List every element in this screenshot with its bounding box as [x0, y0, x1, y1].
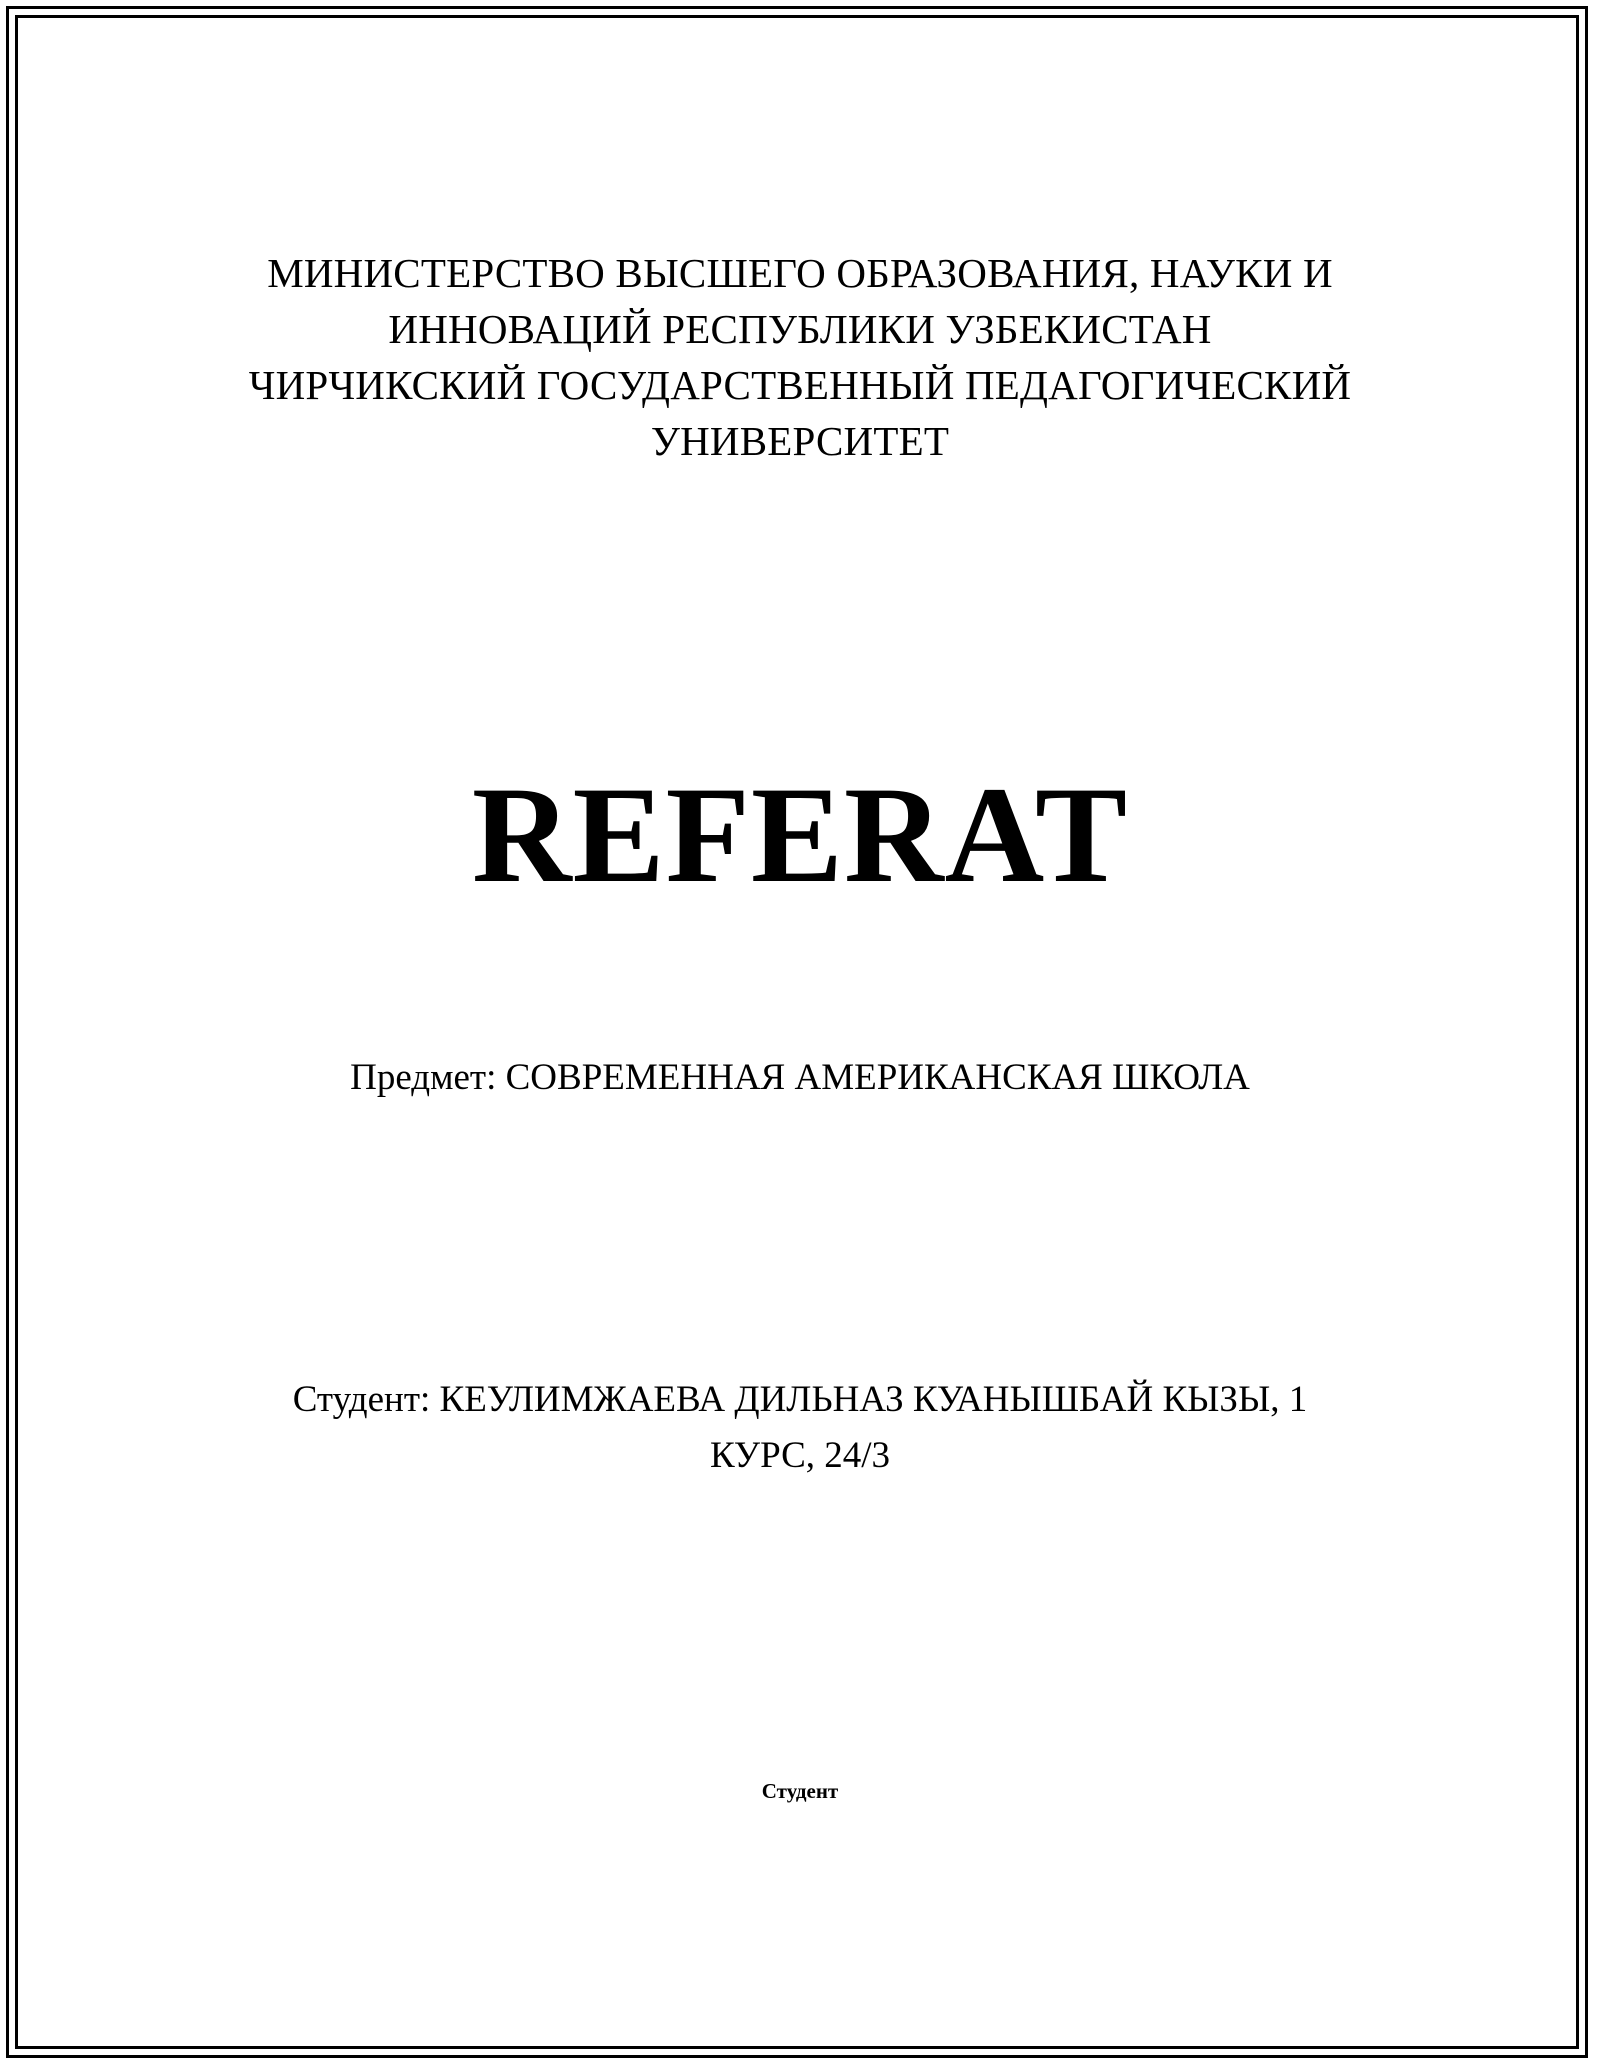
student-line: КУРС, 24/3: [709, 1435, 891, 1476]
header-line: МИНИСТЕРСТВО ВЫСШЕГО ОБРАЗОВАНИЯ, НАУКИ И: [267, 250, 1333, 296]
institution-header: [0, 245, 1600, 469]
header-line: УНИВЕРСИТЕТ: [650, 418, 950, 464]
header-line: ЧИРЧИКСКИЙ ГОСУДАРСТВЕННЫЙ ПЕДАГОГИЧЕСКИЙ: [248, 362, 1352, 408]
document-title: REFERAT: [471, 758, 1129, 911]
footer-student-label: Студент: [761, 1779, 839, 1803]
student-line: Студент: КЕУЛИМЖАЕВА ДИЛЬНАЗ КУАНЫШБАЙ КЫЗЫ, 1: [292, 1379, 1308, 1420]
student-info: [0, 1372, 1600, 1484]
subject-line: Предмет: СОВРЕМЕННАЯ АМЕРИКАНСКАЯ ШКОЛА: [350, 1057, 1250, 1098]
header-line: ИННОВАЦИЙ РЕСПУБЛИКИ УЗБЕКИСТАН: [388, 306, 1212, 352]
